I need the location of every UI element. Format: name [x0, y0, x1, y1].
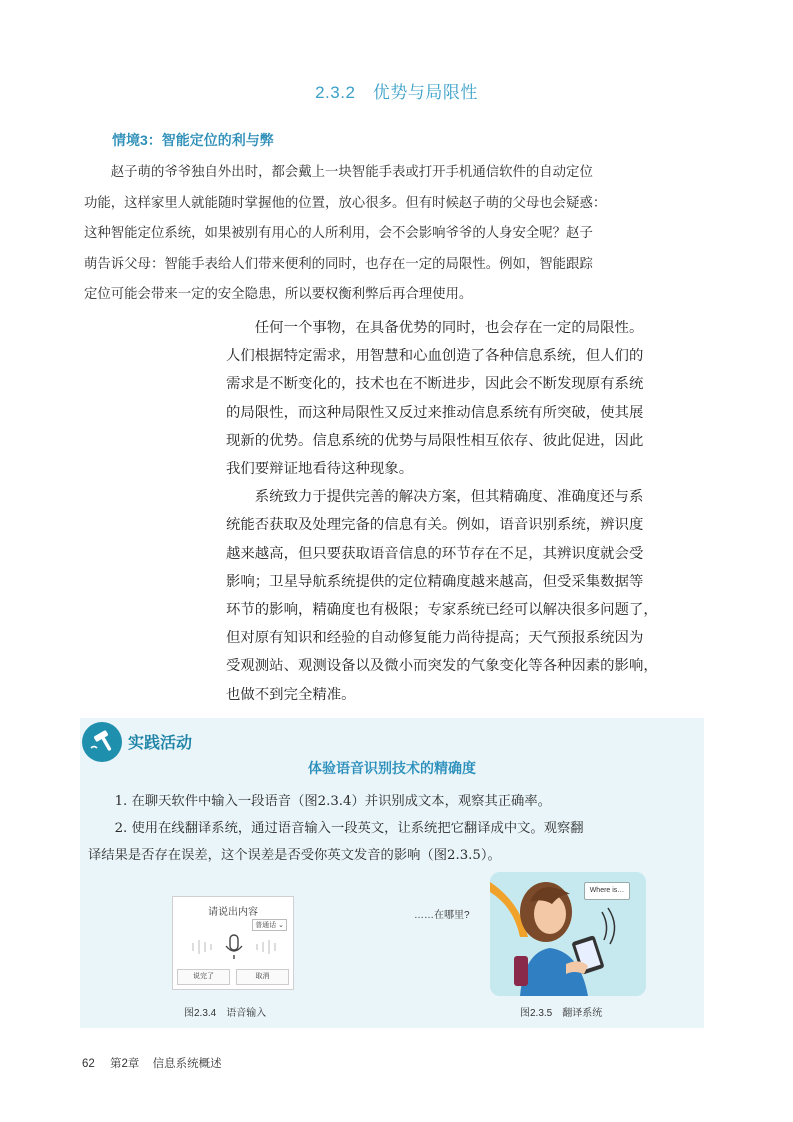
- body-line: 但对原有知识和经验的自动修复能力尚待提高；天气预报系统因为: [226, 630, 644, 647]
- practice-label: 实践活动: [128, 735, 193, 752]
- body-line: 统能否获取及处理完备的信息有关。例如，语音识别系统，辨识度: [226, 517, 644, 534]
- chapter-number: 第2章: [110, 1058, 140, 1070]
- activity-step: 2. 使用在线翻译系统，通过语音输入一段英文，让系统把它翻译成中文。观察翻: [88, 821, 584, 836]
- scenario-story: [84, 158, 704, 311]
- voice-input-panel: [172, 896, 294, 990]
- voice-panel-title: 请说出内容: [208, 907, 258, 918]
- body-line: 越来越高，但只要获取语音信息的环节存在不足，其辨识度就会受: [226, 545, 644, 562]
- chapter-title: 信息系统概述: [152, 1058, 222, 1070]
- speech-bubble: Where is…: [584, 882, 630, 900]
- page-number: 62: [82, 1058, 95, 1070]
- story-line: 这种智能定位系统，如果被别有用心的人所利用，会不会影响爷爷的人身安全呢？赵子: [84, 226, 593, 241]
- speech-text: ……在哪里?: [414, 910, 470, 921]
- practice-activity-box: [80, 718, 704, 1028]
- translation-illustration: [490, 872, 646, 996]
- done-button[interactable]: 说完了: [177, 969, 230, 985]
- cancel-button[interactable]: 取消: [236, 969, 289, 985]
- body-line: 也做不到完全精准。: [226, 686, 356, 703]
- section-title: 2.3.2 优势与局限性: [315, 83, 478, 102]
- story-line: 功能，这样家里人就能随时掌握他的位置，放心很多。但有时候赵子萌的父母也会疑惑：: [84, 195, 607, 211]
- body-line: 需求是不断变化的，技术也在不断进步，因此会不断发现原有系统: [226, 376, 644, 393]
- language-select[interactable]: 普通话 ⌄: [252, 919, 287, 931]
- body-line: 人们根据特定需求，用智慧和心血创造了各种信息系统，但人们的: [226, 348, 644, 365]
- story-line: 赵子萌的爷爷独自外出时，都会戴上一块智能手表或打开手机通信软件的自动定位: [84, 165, 593, 180]
- figure-caption-translation: 图2.3.5 翻译系统: [520, 1008, 603, 1019]
- body-line: 的局限性，而这种局限性又反过来推动信息系统有所突破，使其展: [226, 404, 644, 421]
- scenario-title: 情境3：智能定位的利与弊: [112, 132, 274, 148]
- body-line: 环节的影响，精确度也有极限；专家系统已经可以解决很多问题了，: [226, 602, 658, 619]
- body-line: 影响；卫星导航系统提供的定位精确度越来越高，但受采集数据等: [226, 573, 644, 590]
- practice-hammer-icon: [82, 722, 122, 762]
- story-line: 定位可能会带来一定的安全隐患，所以要权衡利弊后再合理使用。: [84, 287, 473, 302]
- body-line: 系统致力于提供完善的解决方案，但其精确度、准确度还与系: [226, 489, 644, 506]
- activity-title: 体验语音识别技术的精确度: [308, 760, 476, 776]
- body-line: 我们要辩证地看待这种现象。: [226, 461, 414, 478]
- activity-step: 译结果是否存在误差，这个误差是否受你英文发音的影响（图2.3.5）。: [88, 848, 501, 863]
- activity-step: 1. 在聊天软件中输入一段语音（图2.3.4）并识别成文本，观察其正确率。: [88, 794, 551, 809]
- microphone-icon[interactable]: [173, 931, 293, 961]
- figure-caption-voice-input: 图2.3.4 语音输入: [184, 1008, 267, 1019]
- story-line: 萌告诉父母：智能手表给人们带来便利的同时，也存在一定的局限性。例如，智能跟踪: [84, 256, 593, 272]
- page-footer: [82, 1055, 222, 1071]
- body-line: 任何一个事物，在具备优势的同时，也会存在一定的局限性。: [226, 320, 644, 336]
- main-body-text: [226, 314, 706, 709]
- body-line: 现新的优势。信息系统的优势与局限性相互依存、彼此促进，因此: [226, 432, 644, 449]
- activity-steps: [88, 788, 700, 869]
- body-line: 受观测站、观测设备以及微小而突发的气象变化等各种因素的影响，: [226, 658, 658, 675]
